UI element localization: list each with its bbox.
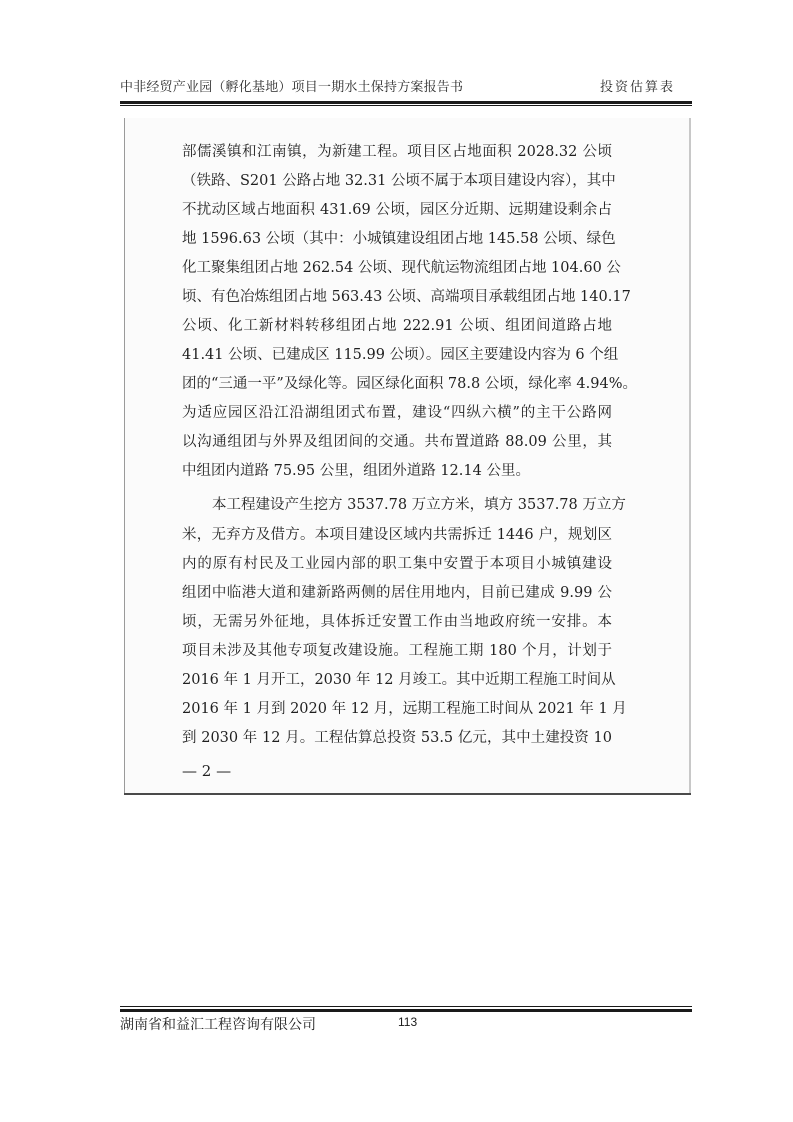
body-line: （铁路、S201 公路占地 32.31 公顷不属于本项目建设内容），其中 xyxy=(182,173,616,189)
body-line: 部儒溪镇和江南镇，为新建工程。项目区占地面积 2028.32 公顷 xyxy=(182,144,612,160)
body-line: 化工聚集组团占地 262.54 公顷、现代航运物流组团占地 104.60 公 xyxy=(182,260,621,276)
body-line: 项目未涉及其他专项复改建设施。工程施工期 180 个月，计划于 xyxy=(182,643,612,659)
body-line: 中组团内道路 75.95 公里，组团外道路 12.14 公里。 xyxy=(182,463,530,479)
body-line: 顷，无需另外征地，具体拆迁安置工作由当地政府统一安排。本 xyxy=(182,614,612,630)
scan-right-edge xyxy=(689,118,691,795)
body-line: 2016 年 1 月开工，2030 年 12 月竣工。其中近期工程施工时间从 xyxy=(182,672,616,688)
body-line: 不扰动区域占地面积 431.69 公顷，园区分近期、远期建设剩余占 xyxy=(182,202,612,218)
report-title: 中非经贸产业园（孵化基地）项目一期水土保持方案报告书 xyxy=(120,80,464,95)
body-line: 地 1596.63 公顷（其中：小城镇建设组团占地 145.58 公顷、绿色 xyxy=(182,231,616,247)
section-title: 投资估算表 xyxy=(599,80,675,95)
header-rule-thick xyxy=(120,101,692,104)
body-line: 2016 年 1 月到 2020 年 12 月，远期工程施工时间从 2021 年 1 月 xyxy=(182,701,627,717)
body-line: 顷、有色冶炼组团占地 563.43 公顷、高端项目承载组团占地 140.17 xyxy=(182,289,631,305)
footer-company: 湖南省和益汇工程咨询有限公司 xyxy=(120,1017,316,1033)
footer-rule-thin xyxy=(120,1006,692,1007)
header-rule-thin xyxy=(120,105,692,106)
scan-page-number: — 2 — xyxy=(182,762,232,780)
scan-left-edge xyxy=(124,118,125,795)
body-line: 团的“三通一平”及绿化等。园区绿化面积 78.8 公顷，绿化率 4.94%。 xyxy=(182,376,637,392)
scan-bottom-edge xyxy=(124,793,691,795)
body-line: 本工程建设产生挖方 3537.78 万立方米，填方 3537.78 万立方 xyxy=(212,497,626,513)
body-line: 到 2030 年 12 月。工程估算总投资 53.5 亿元，其中土建投资 10 xyxy=(182,730,612,746)
body-line: 组团中临港大道和建新路两侧的居住用地内，目前已建成 9.99 公 xyxy=(182,585,612,601)
page-header xyxy=(120,76,675,98)
body-line: 为适应园区沿江沿湖组团式布置，建设“四纵六横”的主干公路网 xyxy=(182,405,612,421)
footer-rule-thick xyxy=(120,1009,692,1012)
body-line: 米，无弃方及借方。本项目建设区域内共需拆迁 1446 户，规划区 xyxy=(182,527,612,543)
body-line: 以沟通组团与外界及组团间的交通。共布置道路 88.09 公里，其 xyxy=(182,434,612,450)
footer-page-number: 113 xyxy=(398,1015,418,1029)
body-line: 公顷、化工新材料转移组团占地 222.91 公顷、组团间道路占地 xyxy=(182,318,612,334)
body-line: 内的原有村民及工业园内部的职工集中安置于本项目小城镇建设 xyxy=(182,556,612,572)
body-line: 41.41 公顷、已建成区 115.99 公顷）。园区主要建设内容为 6 个组 xyxy=(182,347,619,363)
